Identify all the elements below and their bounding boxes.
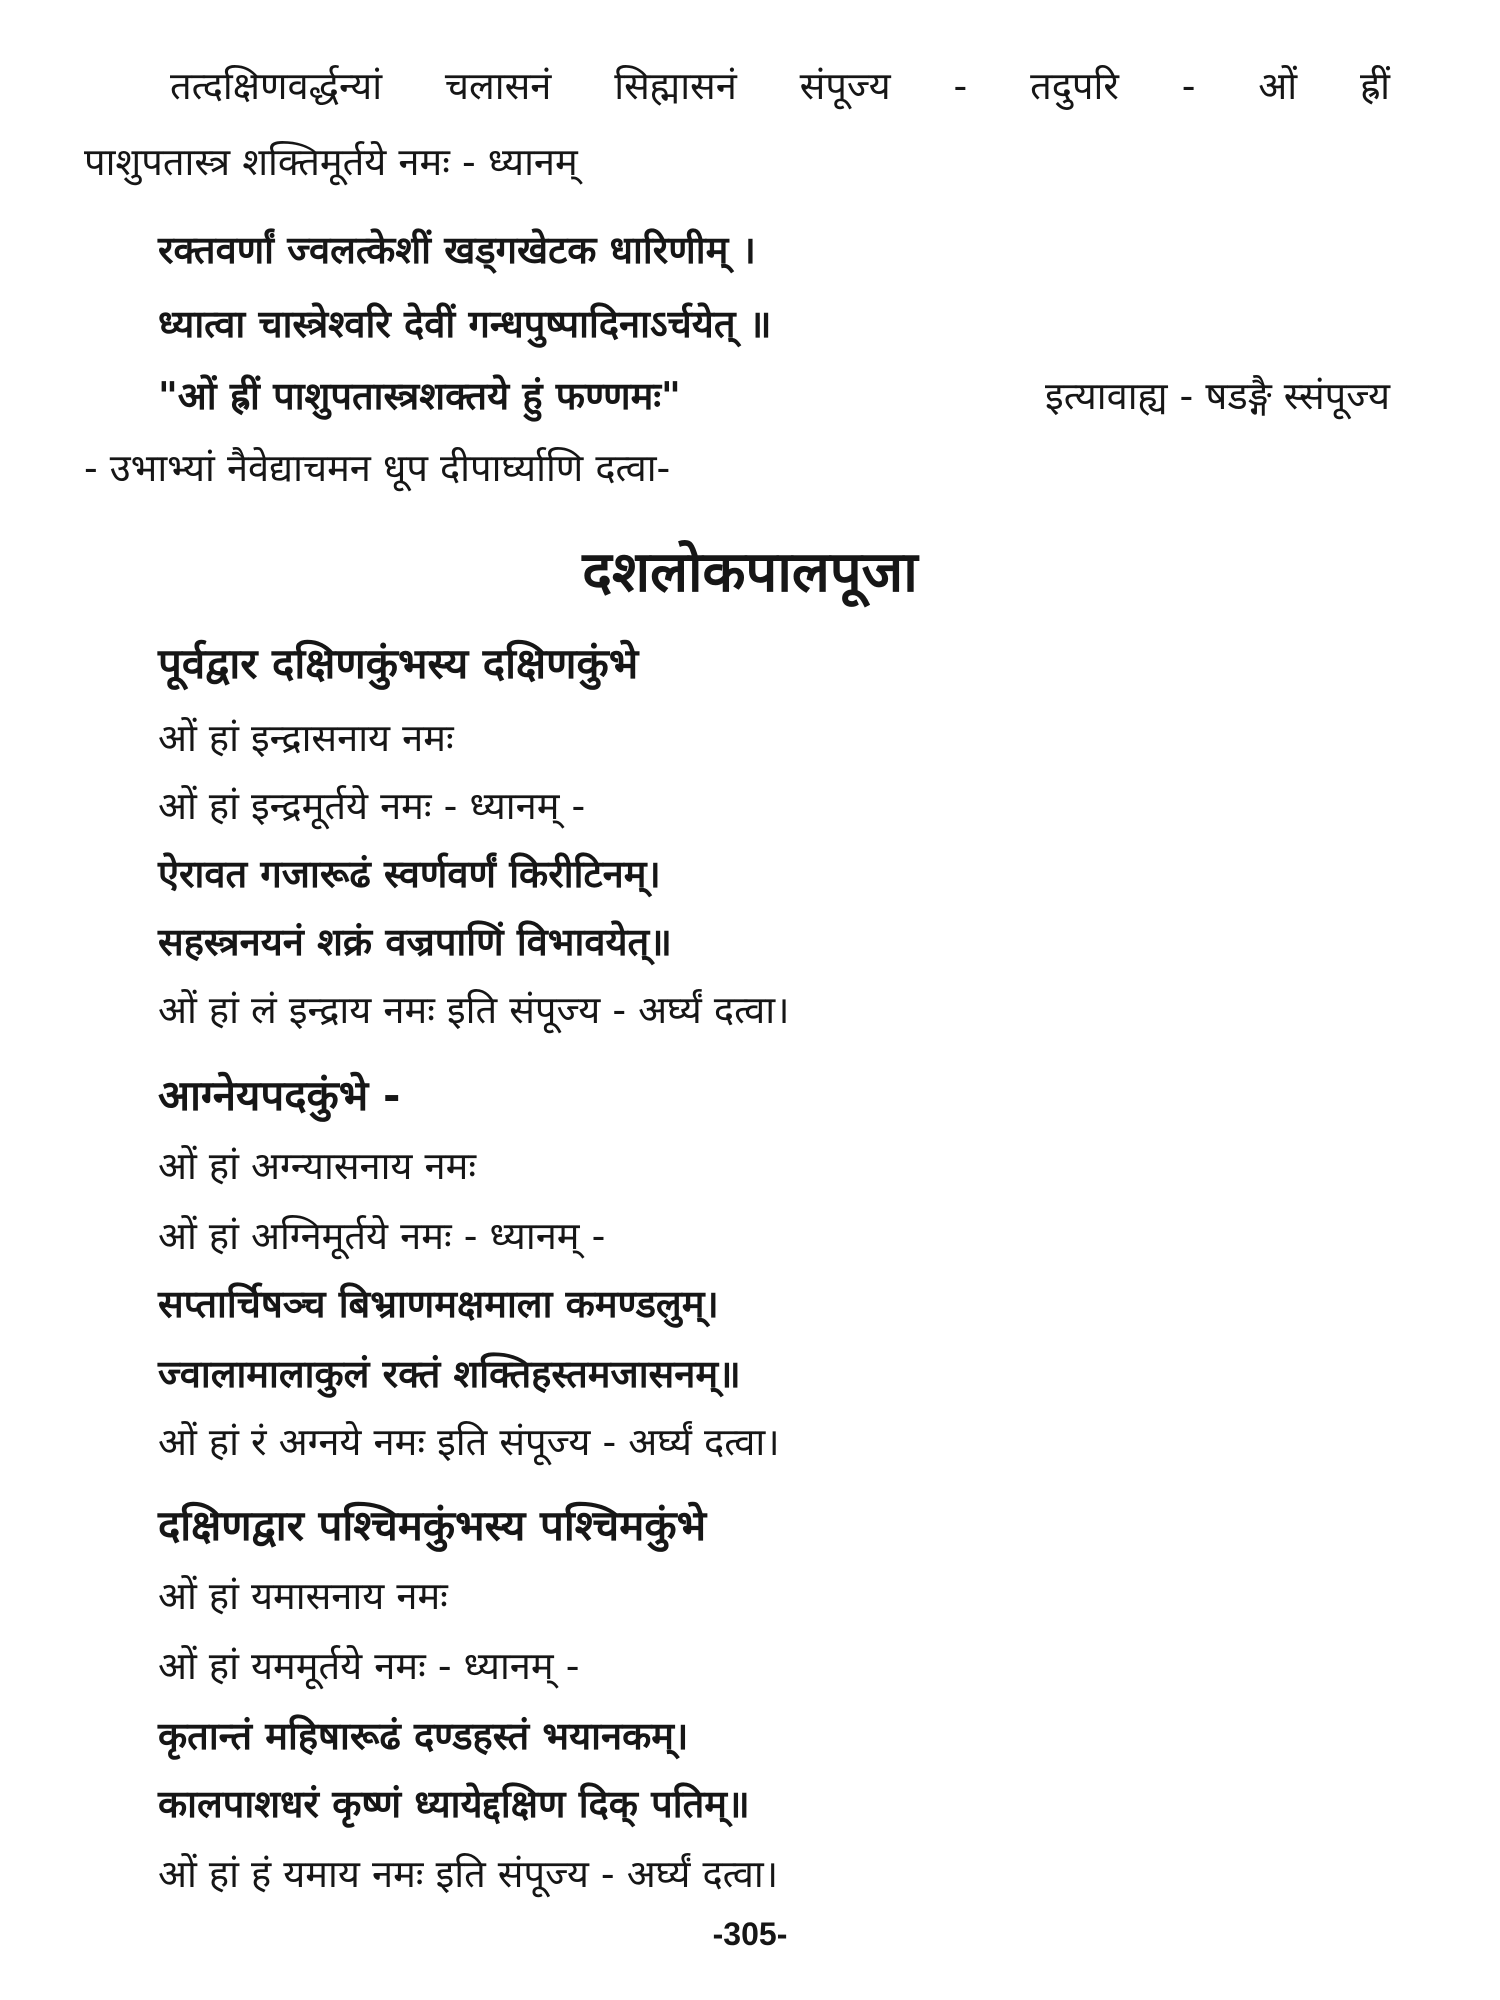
section-title: दक्षिणद्वार पश्चिमकुंभस्य पश्चिमकुंभे [158,1501,707,1550]
verse-line: ध्यात्वा चास्त्रेश्वरि देवीं गन्धपुष्पादिनाऽर्चयेत् ॥ [158,302,772,346]
verse-line: सप्तार्चिषञ्च बिभ्राणमक्षमाला कमण्डलुम्। [158,1282,719,1326]
mantra-quote: "ओं ह्रीं पाशुपतास्त्रशक्तये हुं फण्णमः" [158,374,681,418]
verse-line: ऐरावत गजारूढं स्वर्णवर्णं किरीटिनम्। [158,852,661,896]
mantra-line: ओं हां अग्निमूर्तये नमः - ध्यानम् - [158,1214,606,1258]
verse-line: ज्वालामालाकुलं रक्तं शक्तिहस्तमजासनम्॥ [158,1352,741,1396]
page-number: -305- [712,1916,788,1952]
mantra-line: ओं हां इन्द्रमूर्तये नमः - ध्यानम् - [158,784,586,828]
section-title: पूर्वद्वार दक्षिणकुंभस्य दक्षिणकुंभे [158,639,639,688]
paragraph-line: पाशुपतास्त्र शक्तिमूर्तये नमः - ध्यानम् [84,140,578,184]
section-heading: दशलोकपालपूजा [582,540,918,605]
mantra-line: ओं हां अग्न्यासनाय नमः [158,1144,477,1188]
verse-line: कृतान्तं महिषारूढं दण्डहस्तं भयानकम्। [158,1714,689,1758]
mantra-line: ओं हां यमासनाय नमः [158,1574,448,1618]
paragraph-line [158,372,1390,420]
mantra-line: ओं हां इन्द्रासनाय नमः [158,716,454,760]
verse-line: रक्तवर्णां ज्वलत्केशीं खड्गखेटक धारिणीम् । [158,228,756,272]
verse-line: सहस्त्रनयनं शक्रं वज्रपाणिं विभावयेत्॥ [158,920,672,964]
verse-line: कालपाशधरं कृष्णं ध्यायेद्दक्षिण दिक् पतिम्॥ [158,1782,750,1826]
closing-line: ओं हां रं अग्नये नमः इति संपूज्य - अर्घ्यं दत्वा। [158,1420,780,1464]
section-title: आग्नेयपदकुंभे - [158,1071,401,1120]
mantra-rest: इत्यावाह्य - षडङ्गै स्संपूज्य [1045,374,1390,418]
paragraph-line: तत्दक्षिणवर्द्धन्यां चलासनं सिह्मासनं संपूज्य - तदुपरि - ओं ह्रीं [170,64,1390,108]
closing-line: ओं हां लं इन्द्राय नमः इति संपूज्य - अर्घ्यं दत्वा। [158,988,790,1032]
closing-line: ओं हां हं यमाय नमः इति संपूज्य - अर्घ्यं दत्वा। [158,1852,779,1896]
mantra-line: ओं हां यममूर्तये नमः - ध्यानम् - [158,1644,580,1688]
paragraph-line: - उभाभ्यां नैवेद्याचमन धूप दीपार्घ्याणि दत्वा- [84,446,671,490]
